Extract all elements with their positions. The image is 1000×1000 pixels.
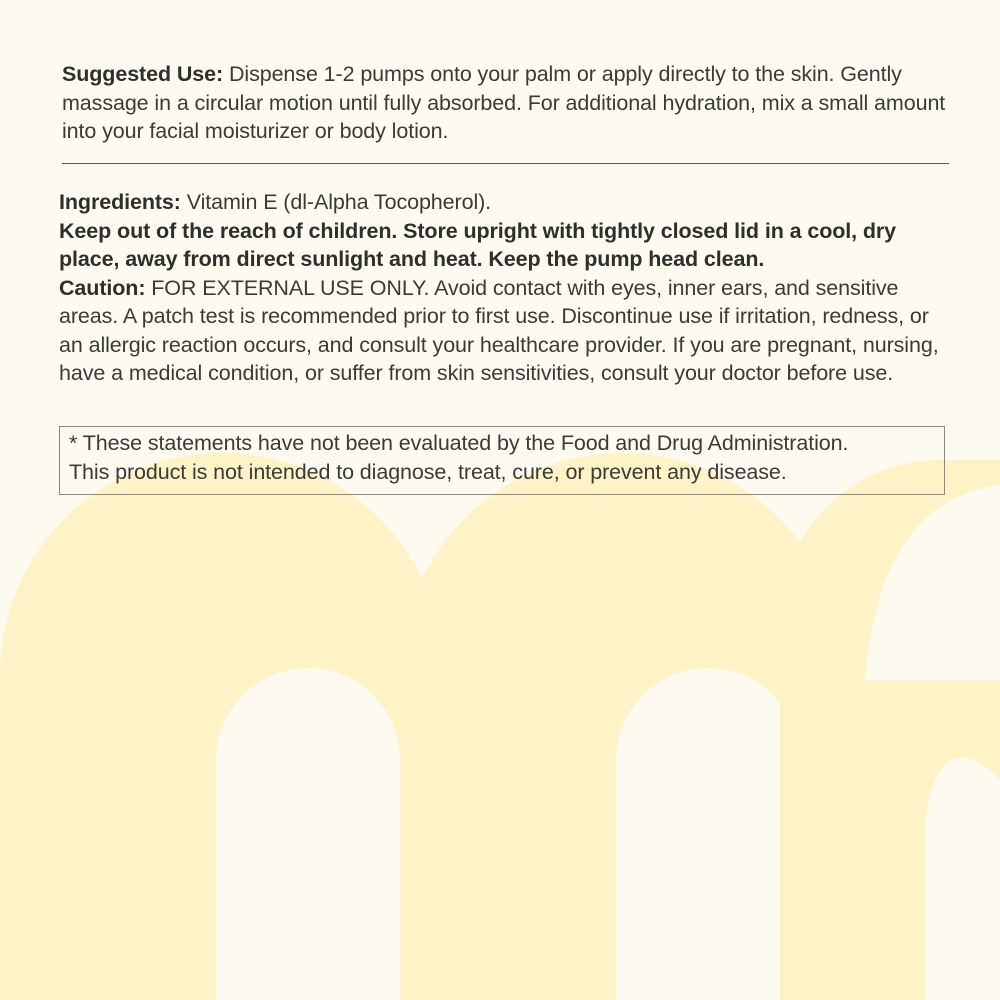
suggested-use-label: Suggested Use:	[62, 62, 224, 86]
ingredients-label: Ingredients:	[59, 190, 181, 214]
ingredients-and-warnings-section	[59, 188, 949, 388]
disclaimer-line-1: * These statements have not been evaluated by the Food and Drug Administration.	[69, 431, 849, 455]
disclaimer-line-2: This product is not intended to diagnose, treat, cure, or prevent any disease.	[69, 459, 787, 484]
caution-paragraph	[59, 274, 949, 388]
suggested-use-text: Dispense 1-2 pumps onto your palm or apply directly to the skin. Gently massage in a circular motion until fully absorbed. For additional hydration, mix a small amount into your facial moisturizer or body lotion.	[62, 62, 946, 143]
suggested-use-section	[62, 60, 952, 146]
caution-label: Caution:	[59, 275, 146, 300]
fda-disclaimer-box	[59, 426, 945, 495]
ingredients-line	[59, 188, 949, 217]
section-divider	[62, 163, 949, 164]
ingredients-text: Vitamin E (dl-Alpha Tocopherol).	[180, 190, 492, 214]
caution-text: FOR EXTERNAL USE ONLY. Avoid contact with eyes, inner ears, and sensitive areas. A patch test is recommended prior to first use. Discontinue use if irritation, redness, or an allergic reaction occurs, and consult your healthcare provider. If you are pregnant, nursing, have a medical condition, or suffer from skin sensitivities, consult your doctor before use.	[59, 275, 939, 385]
storage-warning: Keep out of the reach of children. Store upright with tightly closed lid in a cool, dry place, away from direct sunlight and heat. Keep the pump head clean.	[59, 218, 897, 271]
